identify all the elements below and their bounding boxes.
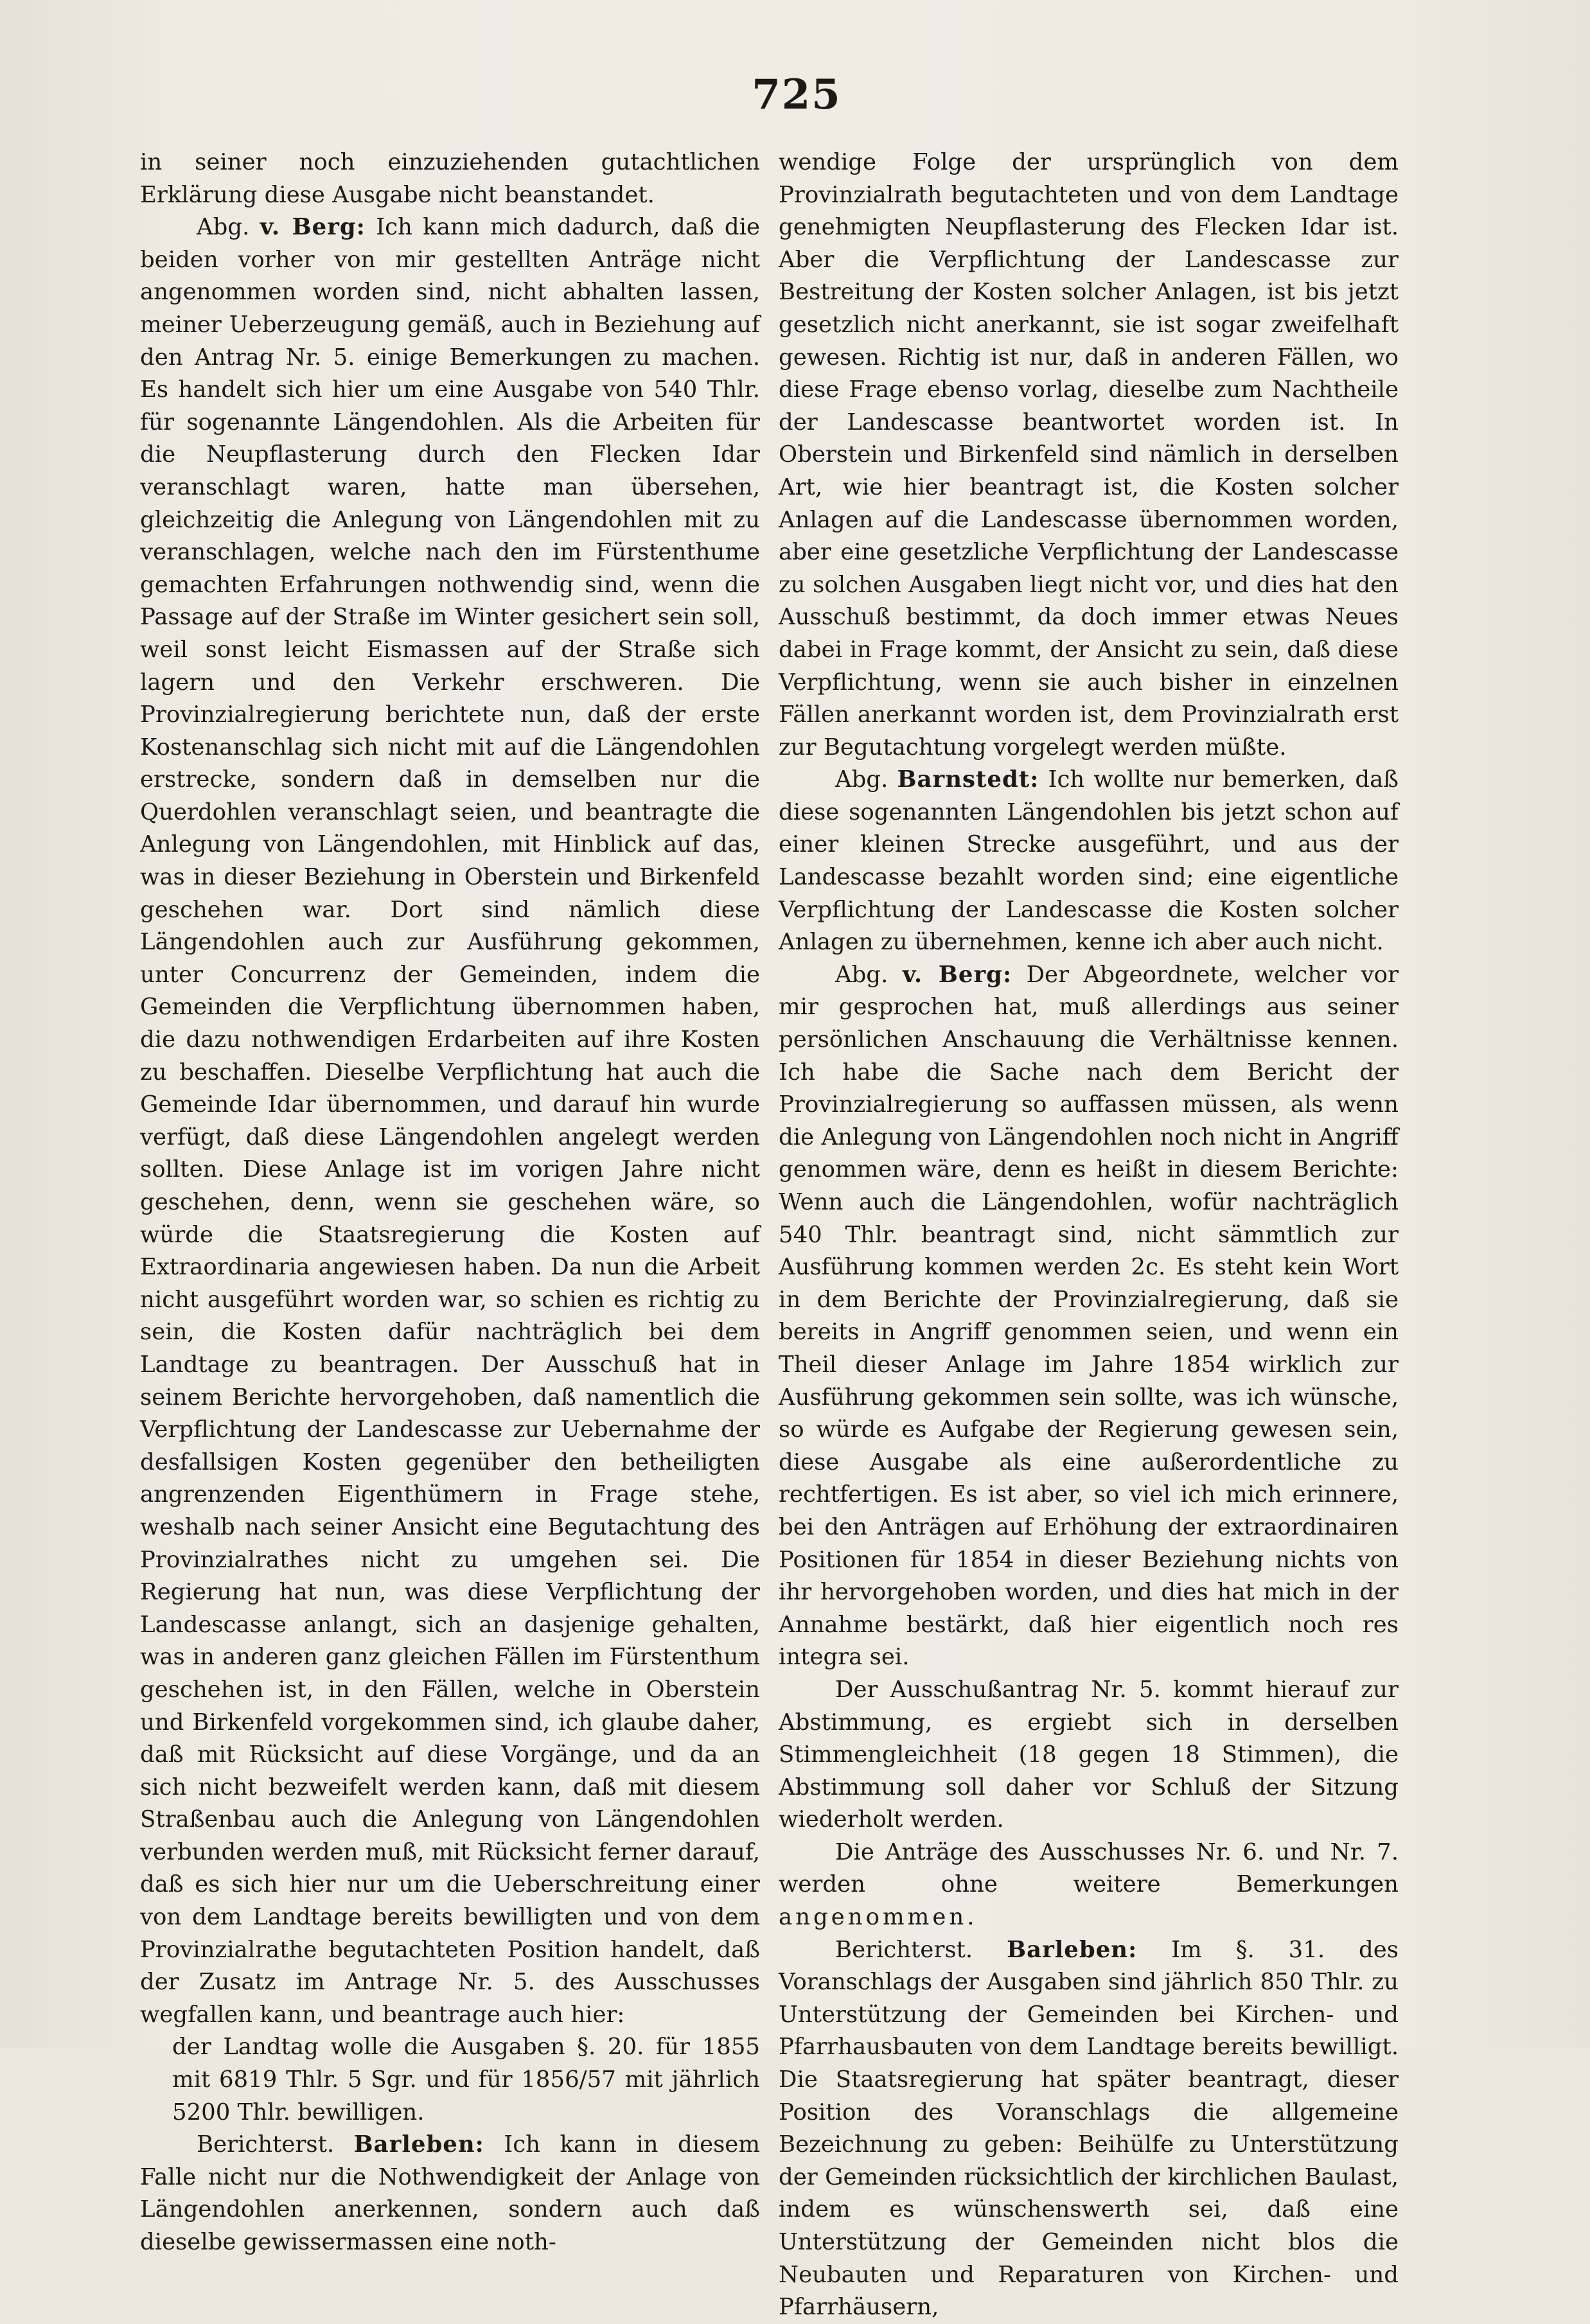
speaker-name: Barnstedt: [897, 766, 1039, 793]
speech-text: Ich kann in diesem Falle nicht nur die Nothwendigkeit der Anlage von Längendohlen anerkennen, sondern auch daß dieselbe gewissermassen eine noth- [140, 2131, 760, 2255]
speech-text: Ich wollte nur bemerken, daß diese sogenannten Längendohlen bis jetzt schon auf einer kleinen Strecke ausgeführt, und aus der Landescasse bezahlt worden sind; eine eigentliche Verpflichtung der Landescasse die Kosten solcher Anlagen zu übernehmen, kenne ich aber auch nicht. [779, 766, 1399, 956]
paragraph-text: Die Anträge des Ausschusses Nr. 6. und Nr. 7. werden ohne weitere Bemerkungen [779, 1838, 1399, 1898]
emphasized-word: angenommen. [779, 1904, 978, 1931]
paragraph [779, 1836, 1399, 1934]
left-column [140, 146, 760, 2259]
speaker-role: Berichterst. [835, 1936, 973, 1963]
speech-text: Der Abgeordnete, welcher vor mir gesprochen hat, muß allerdings aus seiner persönlichen Anschauung die Verhältnisse kennen. Ich habe die Sache nach dem Bericht der Provinzialregierung so auffassen müssen, als wenn die Anlegung von Längendohlen noch nicht in Angriff genommen wäre, denn es heißt in diesem Berichte: Wenn auch die Längendohlen, wofür nachträglich 540 Thlr. beantragt sind, nicht sämmtlich zur Ausführung kommen werden 2c. Es steht kein Wort in dem Berichte der Provinzialregierung, daß sie bereits in Angriff genommen seien, und wenn ein Theil dieser Anlage im Jahre 1854 wirklich zur Ausführung gekommen sein sollte, was ich wünsche, so würde es Aufgabe der Regierung gewesen sein, diese Ausgabe als eine außerordentliche zu rechtfertigen. Es ist aber, so viel ich mich erinnere, bei den Anträgen auf Erhöhung der extraordinairen Positionen für 1854 in dieser Beziehung nichts von ihr hervorgehoben worden, und dies hat mich in der Annahme bestärkt, daß hier eigentlich noch res integra sei. [779, 961, 1399, 1671]
speaker-name: Barleben: [353, 2131, 484, 2158]
speaker-name: v. Berg: [260, 214, 366, 241]
speaker-name: Barleben: [1007, 1936, 1138, 1963]
speech-paragraph [779, 1934, 1399, 2324]
speech-paragraph [779, 764, 1399, 959]
speech-text: Im §. 31. des Voranschlags der Ausgaben sind jährlich 850 Thlr. zu Unterstützung der Gemeinden bei Kirchen- und Pfarrhausbauten von dem Landtage bereits bewilligt. Die Staatsregierung hat später beantragt, dieser Position des Voranschlags die allgemeine Bezeichnung zu geben: Beihülfe zu Unterstützung der Gemeinden rücksichtlich der kirchlichen Baulast, indem es wünschenswerth sei, daß eine Unterstützung der Gemeinden nicht blos die Neubauten und Reparaturen von Kirchen- und Pfarrhäusern, [779, 1936, 1399, 2321]
speech-paragraph [779, 959, 1399, 1674]
paragraph: in seiner noch einzuziehenden gutachtlichen Erklärung diese Ausgabe nicht beanstandet. [140, 149, 760, 208]
page-number: 725 [752, 71, 842, 119]
speech-text: Ich kann mich dadurch, daß die beiden vorher von mir gestellten Anträge nicht angenommen worden sind, nicht abhalten lassen, meiner Ueberzeugung gemäß, auch in Beziehung auf den Antrag Nr. 5. einige Bemerkungen zu machen. Es handelt sich hier um eine Ausgabe von 540 Thlr. für sogenannte Längendohlen. Als die Arbeiten für die Neupflasterung durch den Flecken Idar veranschlagt waren, hatte man übersehen, gleichzeitig die Anlegung von Längendohlen mit zu veranschlagen, welche nach den im Fürstenthume gemachten Erfahrungen nothwendig sind, wenn die Passage auf der Straße im Winter gesichert sein soll, weil sonst leicht Eismassen auf der Straße sich lagern und den Verkehr erschweren. Die Provinzialregierung berichtete nun, daß der erste Kostenanschlag sich nicht mit auf die Längendohlen erstrecke, sondern daß in demselben nur die Querdohlen veranschlagt seien, und beantragte die Anlegung von Längendohlen, mit Hinblick auf das, was in dieser Beziehung in Oberstein und Birkenfeld geschehen war. Dort sind nämlich diese Längendohlen auch zur Ausführung gekommen, unter Concurrenz der Gemeinden, indem die Gemeinden die Verpflichtung übernommen haben, die dazu nothwendigen Erdarbeiten auf ihre Kosten zu beschaffen. Dieselbe Verpflichtung hat auch die Gemeinde Idar übernommen, und darauf hin wurde verfügt, daß diese Längendohlen angelegt werden sollten. Diese Anlage ist im vorigen Jahre nicht geschehen, denn, wenn sie geschehen wäre, so würde die Staatsregierung die Kosten auf Extraordinaria angewiesen haben. Da nun die Arbeit nicht ausgeführt worden war, so schien es richtig zu sein, die Kosten dafür nachträglich bei dem Landtage zu beantragen. Der Ausschuß hat in seinem Berichte hervorgehoben, daß namentlich die Verpflichtung der Landescasse zur Uebernahme der desfallsigen Kosten gegenüber den betheiligten angrenzenden Eigenthümern in Frage stehe, weshalb nach seiner Ansicht eine Begutachtung des Provinzialrathes nicht zu umgehen sei. Die Regierung hat nun, was diese Verpflichtung der Landescasse anlangt, sich an dasjenige gehalten, was in anderen ganz gleichen Fällen im Fürstenthum geschehen ist, in den Fällen, welche in Oberstein und Birkenfeld vorgekommen sind, ich glaube daher, daß mit Rücksicht auf diese Vorgänge, und da an sich nicht bezweifelt werden kann, daß mit diesem Straßenbau auch die Anlegung von Längendohlen verbunden werden muß, mit Rücksicht ferner darauf, daß es sich hier nur um die Ueberschreitung einer von dem Landtage bereits bewilligten und von dem Provinzialrathe begutachteten Position handelt, daß der Zusatz im Antrage Nr. 5. des Ausschusses wegfallen kann, und beantrage auch hier: [140, 214, 760, 2028]
speaker-name: v. Berg: [902, 961, 1012, 988]
speech-paragraph [140, 211, 760, 2031]
speaker-role: Berichterst. [197, 2131, 335, 2158]
speaker-role: Abg. [197, 214, 250, 241]
speech-paragraph [140, 2129, 760, 2258]
paragraph: wendige Folge der ursprünglich von dem Provinzialrath begutachteten und von dem Landtage genehmigten Neupflasterung des Flecken Idar ist. Aber die Verpflichtung der Landescasse zur Bestreitung der Kosten solcher Anlagen, ist bis jetzt gesetzlich nicht anerkannt, sie ist sogar zweifelhaft gewesen. Richtig ist nur, daß in anderen Fällen, wo diese Frage ebenso vorlag, dieselbe zum Nachtheile der Landescasse beantwortet worden ist. In Oberstein und Birkenfeld sind nämlich in derselben Art, wie hier beantragt ist, die Kosten solcher Anlagen auf die Landescasse übernommen worden, aber eine gesetzliche Verpflichtung der Landescasse zu solchen Ausgaben liegt nicht vor, und dies hat den Ausschuß bestimmt, da doch immer etwas Neues dabei in Frage kommt, der Ansicht zu sein, daß diese Verpflichtung, wenn sie auch bisher in einzelnen Fällen anerkannt worden ist, dem Provinzialrath erst zur Begutachtung vorgelegt werden müßte. [779, 149, 1399, 761]
speaker-role: Abg. [835, 766, 888, 793]
speaker-role: Abg. [835, 961, 888, 988]
paragraph: Der Ausschußantrag Nr. 5. kommt hierauf zur Abstimmung, es ergiebt sich in derselben Stimmengleichheit (18 gegen 18 Stimmen), die Abstimmung soll daher vor Schluß der Sitzung wiederholt werden. [779, 1676, 1399, 1833]
right-column [779, 146, 1399, 2324]
motion-text: der Landtag wolle die Ausgaben §. 20. für 1855 mit 6819 Thlr. 5 Sgr. und für 1856/57 mit jährlich 5200 Thlr. bewilligen. [172, 2034, 760, 2126]
